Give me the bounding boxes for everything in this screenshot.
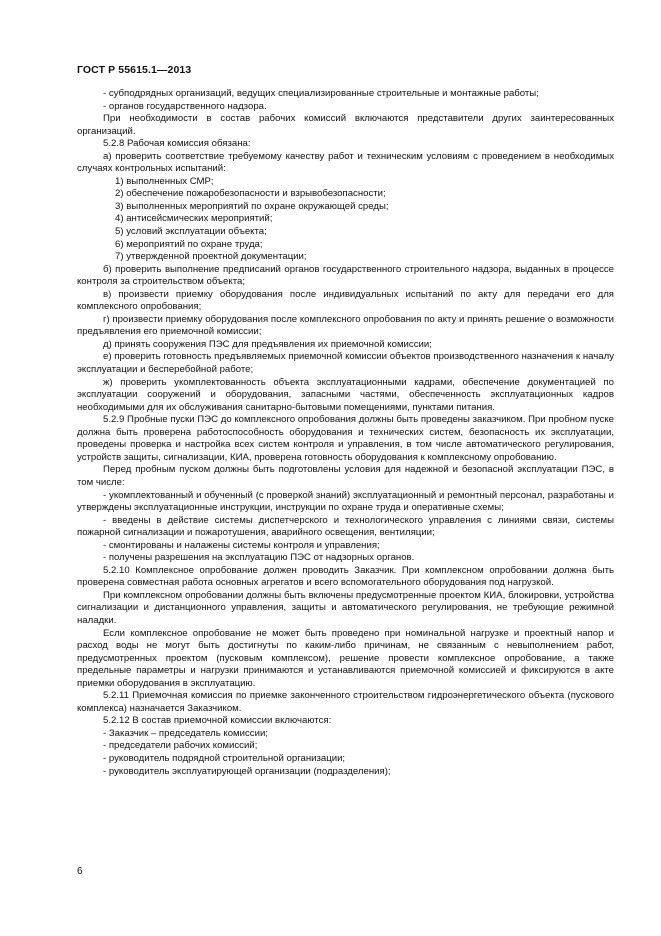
paragraph: е) проверить готовность предъявляемых приемочной комиссии объектов производственного назначения к началу эксплуатации и бесперебойной работе; (77, 351, 614, 376)
paragraph: - руководитель эксплуатирующей организации (подразделения); (103, 765, 391, 777)
paragraph: ж) проверить укомплектованность объекта эксплуатационными кадрами, обеспечение документацией по эксплуатации сооружений и оборудования, запасными частями, обеспеченность эксплуатационных кадров необходимыми для их обслуживания санитарно-бытовыми помещениями, пунктами питания. (77, 376, 614, 413)
paragraph: - органов государственного надзора. (103, 100, 267, 112)
document-header: ГОСТ Р 55615.1—2013 (77, 64, 192, 76)
paragraph: 5.2.11 Приемочная комиссия по приемке законченного строительством гидроэнергетического объекта (пускового комплекса) назначается Заказчиком. (77, 690, 614, 714)
paragraph: - Заказчик – председатель комиссии; (103, 727, 268, 739)
paragraph: 5.2.9 Пробные пуски ПЭС до комплексного опробования должны быть проведены заказчиком. При пробном пуске должна быть проверена работоспособность оборудования и технических систем, безопасность их эксплуатации, проведены проверка и настройка всех систем контроля и управления, в том числе автоматического регулирования, устройств защиты, сигнализации, КИА, проверена готовность оборудования к комплексному опробованию. (77, 414, 614, 463)
paragraph: г) произвести приемку оборудования после комплексного опробования по акту и принять решение о возможности предъявления его приемочной комиссии; (77, 313, 614, 338)
paragraph: При необходимости в состав рабочих комиссий включаются представители других заинтересованных организаций. (77, 113, 614, 137)
paragraph: 5.2.12 В состав приемочной комиссии включаются: (103, 715, 332, 727)
paragraph: - укомплектованный и обученный (с проверкой знаний) эксплуатационный и ремонтный персонал, разработаны и утверждены эксплуатационные инструкции, инструкции по охране труда и оперативные схемы; (77, 489, 614, 514)
paragraph: 5) условий эксплуатации объекта; (115, 226, 267, 238)
paragraph: 1) выполненных СМР; (115, 175, 214, 187)
paragraph: а) проверить соответствие требуемому качеству работ и техническим условиям с проведением в необходимых случаях контрольных испытаний: (77, 150, 614, 175)
paragraph: 5.2.8 Рабочая комиссия обязана: (103, 138, 251, 150)
page-number: 6 (77, 866, 83, 877)
paragraph: д) принять сооружения ПЭС для предъявления их приемочной комиссии; (103, 338, 432, 350)
paragraph: - введены в действие системы диспетчерского и технологического управления с линиями связи, системы пожарной сигнализации и пожаротушения, аварийного освещения, вентиляции; (77, 514, 614, 539)
paragraph: - председатели рабочих комиссий; (103, 740, 258, 752)
paragraph: 5.2.10 Комплексное опробование должен проводить Заказчик. При комплексном опробовании должна быть проверена совместная работа основных агрегатов и всего вспомогательного оборудования под нагрузкой. (77, 564, 614, 589)
paragraph: 7) утвержденной проектной документации; (115, 251, 307, 263)
paragraph: При комплексном опробовании должны быть включены предусмотренные проектом КИА, блокировки, устройства сигнализации и дистанционного управления, защиты и автоматического регулирования, не требующие режимной наладки. (77, 589, 614, 626)
paragraph: 6) мероприятий по охране труда; (115, 238, 263, 250)
paragraph: - субподрядных организаций, ведущих специализированные строительные и монтажные работы; (103, 88, 539, 99)
paragraph: Если комплексное опробование не может быть проведено при номинальной нагрузке и проектный напор и расход воды не могут быть достигнуты по каким-либо причинам, не связанным с невыполнением работ, предусмотренных проектом (пусковым комплексом), решение провести комплексное опробование, а также предельные параметры и нагрузки принимаются и устанавливаются приемочной комиссией и фиксируются в акте приемки оборудования в эксплуатацию. (77, 627, 614, 689)
paragraph: 2) обеспечение пожаробезопасности и взрывобезопасности; (115, 188, 386, 200)
paragraph: Перед пробным пуском должны быть подготовлены условия для надежной и безопасной эксплуатации ПЭС, в том числе: (77, 464, 614, 488)
paragraph: 3) выполненных мероприятий по охране окружающей среды; (115, 200, 389, 212)
paragraph: - руководитель подрядной строительной организации; (103, 752, 346, 764)
document-body (77, 88, 614, 778)
paragraph: 4) антисейсмических мероприятий; (115, 213, 273, 225)
paragraph: б) проверить выполнение предписаний органов государственного строительного надзора, выданных в процессе контроля за строительством объекта; (77, 263, 614, 288)
paragraph: в) произвести приемку оборудования после индивидуальных испытаний по акту для передачи его для комплексного опробования; (77, 288, 614, 313)
paragraph: - получены разрешения на эксплуатацию ПЭС от надзорных органов. (103, 552, 415, 564)
paragraph: - смонтированы и налажены системы контроля и управления; (103, 539, 380, 551)
